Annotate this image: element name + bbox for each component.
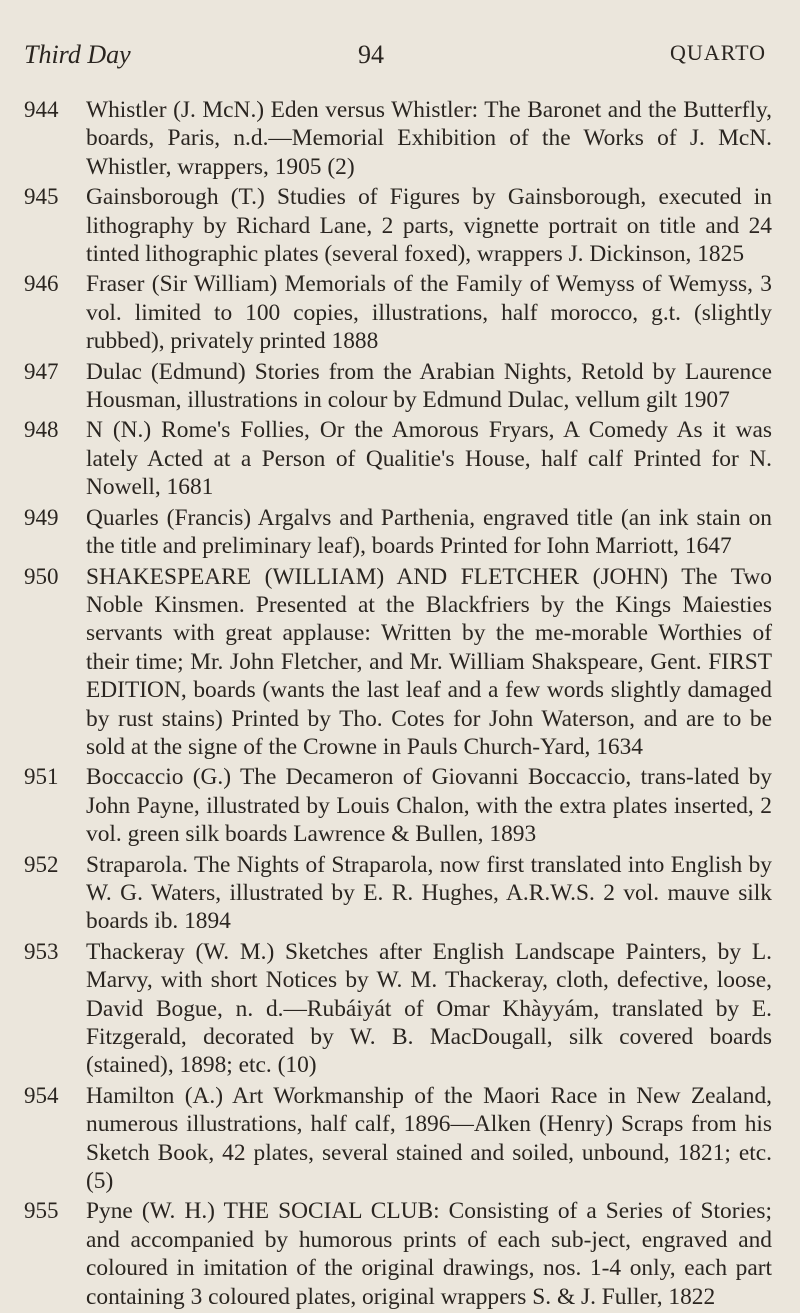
lot-entry-951 bbox=[24, 763, 772, 848]
lot-number: 951 bbox=[24, 764, 59, 790]
lot-number: 945 bbox=[24, 184, 59, 210]
lot-description: Pyne (W. H.) THE SOCIAL CLUB: Consisting of a Series of Stories; and accompanied by humorous prints of each sub-ject, engraved and coloured in imitation of the original drawings, nos. 1-4 only, each part containing 3 coloured plates, original wrappers S. & J. Fuller, 1822 bbox=[86, 1198, 772, 1310]
lot-entry-954 bbox=[24, 1082, 772, 1196]
lot-number: 955 bbox=[24, 1198, 59, 1224]
lot-number: 950 bbox=[24, 563, 59, 589]
lot-description: SHAKESPEARE (WILLIAM) AND FLETCHER (JOHN) The Two Noble Kinsmen. Presented at the Blackfriers by the Kings Maiesties servants with great applause: Written by the me-morable Worthies of their time; Mr. John Fletcher, and Mr. William Shakspeare, Gent. FIRST EDITION, boards (wants the last leaf and a few words slightly damaged by rust stains) Printed by Tho. Cotes for John Waterson, and are to be sold at the signe of the Crowne in Pauls Church-Yard, 1634 bbox=[86, 563, 772, 760]
lot-number: 947 bbox=[24, 358, 59, 384]
lot-entry-944 bbox=[24, 96, 772, 181]
lot-number: 949 bbox=[24, 504, 59, 530]
lot-description: Whistler (J. McN.) Eden versus Whistler: The Baronet and the Butterfly, boards, Paris, n.d.—Memorial Exhibition of the Works of J. McN. Whistler, wrappers, 1905 (2) bbox=[86, 97, 772, 180]
lot-number: 954 bbox=[24, 1082, 59, 1108]
page-number: 94 bbox=[358, 40, 384, 69]
lot-description: Quarles (Francis) Argalvs and Parthenia, engraved title (an ink stain on the title and preliminary leaf), boards Printed for Iohn Marriott, 1647 bbox=[86, 504, 772, 560]
lot-description: Gainsborough (T.) Studies of Figures by Gainsborough, executed in lithography by Richard Lane, 2 parts, vignette portrait on title and 24 tinted lithographic plates (several foxed), wrappers J. Dickinson, 1825 bbox=[86, 184, 772, 268]
page-header bbox=[24, 0, 772, 74]
lot-description: Thackeray (W. M.) Sketches after English Landscape Painters, by L. Marvy, with short Notices by W. M. Thackeray, cloth, defective, loose, David Bogue, n. d.—Rubáiyát of Omar Khàyyám, translated by E. Fitzgerald, decorated by W. B. MacDougall, silk covered boards (stained), 1898; etc. (10) bbox=[86, 938, 772, 1079]
lot-entry-949 bbox=[24, 504, 772, 561]
lot-number: 944 bbox=[24, 97, 59, 122]
lot-entry-950 bbox=[24, 563, 772, 762]
lot-number: 948 bbox=[24, 417, 59, 443]
lot-entry-948 bbox=[24, 416, 772, 501]
lot-entry-946 bbox=[24, 270, 772, 355]
lot-entry-952 bbox=[24, 851, 772, 936]
section-title: Third Day bbox=[24, 40, 131, 69]
lot-number: 946 bbox=[24, 271, 59, 297]
lot-entry-953 bbox=[24, 938, 772, 1080]
lot-description: N (N.) Rome's Follies, Or the Amorous Fryars, A Comedy As it was lately Acted at a Person of Qualitie's House, half calf Printed for N. Nowell, 1681 bbox=[86, 417, 772, 501]
lot-description: Fraser (Sir William) Memorials of the Family of Wemyss of Wemyss, 3 vol. limited to 100 copies, illustrations, half morocco, g.t. (slightly rubbed), privately printed 1888 bbox=[86, 271, 772, 355]
format-label: QUARTO bbox=[670, 40, 766, 65]
lot-entry-947 bbox=[24, 358, 772, 415]
lot-list bbox=[24, 96, 772, 1311]
lot-number: 952 bbox=[24, 851, 59, 877]
lot-description: Hamilton (A.) Art Workmanship of the Maori Race in New Zealand, numerous illustrations, half calf, 1896—Alken (Henry) Scraps from his Sketch Book, 42 plates, several stained and soiled, unbound, 1821; etc. (5) bbox=[86, 1082, 772, 1195]
lot-description: Straparola. The Nights of Straparola, now first translated into English by W. G. Waters, illustrated by E. R. Hughes, A.R.W.S. 2 vol. mauve silk boards ib. 1894 bbox=[86, 851, 772, 935]
lot-description: Dulac (Edmund) Stories from the Arabian Nights, Retold by Laurence Housman, illustrations in colour by Edmund Dulac, vellum gilt 1907 bbox=[86, 358, 772, 414]
lot-number: 953 bbox=[24, 938, 59, 964]
lot-entry-955 bbox=[24, 1197, 772, 1311]
lot-description: Boccaccio (G.) The Decameron of Giovanni Boccaccio, trans-lated by John Payne, illustrated by Louis Chalon, with the extra plates inserted, 2 vol. green silk boards Lawrence & Bullen, 1893 bbox=[86, 764, 772, 848]
lot-entry-945 bbox=[24, 183, 772, 268]
